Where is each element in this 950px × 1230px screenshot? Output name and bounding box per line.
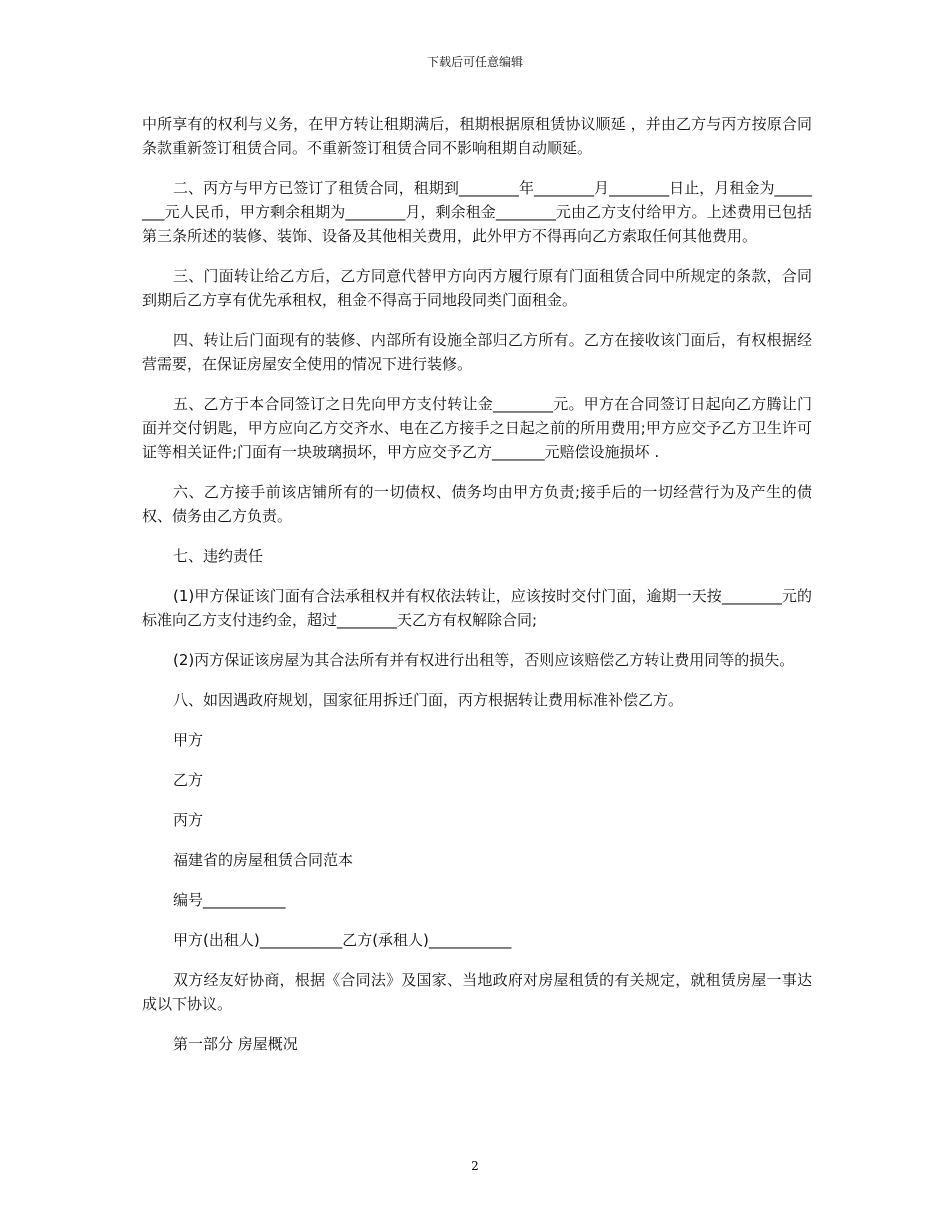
agreement-preamble: 双方经友好协商，根据《合同法》及国家、当地政府对房屋租赁的有关规定，就租赁房屋一事达成以下协议。 xyxy=(142,971,812,1013)
clause-4-renovation: 四、转让后门面现有的装修、内部所有设施全部归乙方所有。乙方在接收该门面后，有权根据经营需要，在保证房屋安全使用的情况下进行装修。 xyxy=(142,331,812,373)
clause-8-relocation: 八、如因遇政府规划，国家征用拆迁门面，丙方根据转让费用标准补偿乙方。 xyxy=(173,691,684,709)
contract-number: 编号___________ xyxy=(173,891,286,909)
parties-line: 甲方(出租人)___________乙方(承租人)___________ xyxy=(173,931,512,949)
section-title: 福建省的房屋租赁合同范本 xyxy=(173,851,354,869)
part-one-heading: 第一部分 房屋概况 xyxy=(173,1035,298,1053)
paragraph-continuation: 中所享有的权利与义务，在甲方转让租期满后，租期根据原租赁协议顺延 ，并由乙方与丙方按原合同条款重新签订租赁合同。不重新签订租赁合同不影响租期自动顺延。 xyxy=(142,115,812,157)
clause-6-debts: 六、乙方接手前该店铺所有的一切债权、债务均由甲方负责;接手后的一切经营行为及产生的债权、债务由乙方负责。 xyxy=(142,483,812,525)
clause-7-heading: 七、违约责任 xyxy=(173,547,264,565)
document-body xyxy=(142,112,812,1072)
signature-party-c: 丙方 xyxy=(173,811,204,829)
page-header: 下载后可任意编辑 xyxy=(426,55,523,69)
clause-3-obligations: 三、门面转让给乙方后，乙方同意代替甲方向丙方履行原有门面租赁合同中所规定的条款，合同到期后乙方享有优先承租权，租金不得高于同地段同类门面租金。 xyxy=(142,267,812,309)
signature-party-a: 甲方 xyxy=(173,731,204,749)
page-number: 2 xyxy=(471,1159,479,1173)
clause-7-item-1: (1)甲方保证该门面有合法承租权并有权依法转让，应该按时交付门面，逾期一天按________元的标准向乙方支付违约金，超过________天乙方有权解除合同; xyxy=(142,587,812,629)
signature-party-b: 乙方 xyxy=(173,771,204,789)
clause-2-lease-term: 二、丙方与甲方已签订了租赁合同，租期到________年________月________日止，月租金为________元人民币，甲方剩余租期为________月，剩余租金________元由乙方支付给甲方。上述费用已包括第三条所述的装修、装饰、设备及其他相关费用，此外甲方不得再向乙方索取任何其他费用。 xyxy=(142,179,812,245)
clause-7-item-2: (2)丙方保证该房屋为其合法所有并有权进行出租等，否则应该赔偿乙方转让费用同等的损失。 xyxy=(173,651,795,669)
clause-5-transfer-fee: 五、乙方于本合同签订之日先向甲方支付转让金________元。甲方在合同签订日起向乙方腾让门面并交付钥匙，甲方应向乙方交齐水、电在乙方接手之日起之前的所用费用;甲方应交予乙方卫生许可证等相关证件;门面有一块玻璃损坏，甲方应交予乙方_______元赔偿设施损坏 . xyxy=(142,395,812,461)
